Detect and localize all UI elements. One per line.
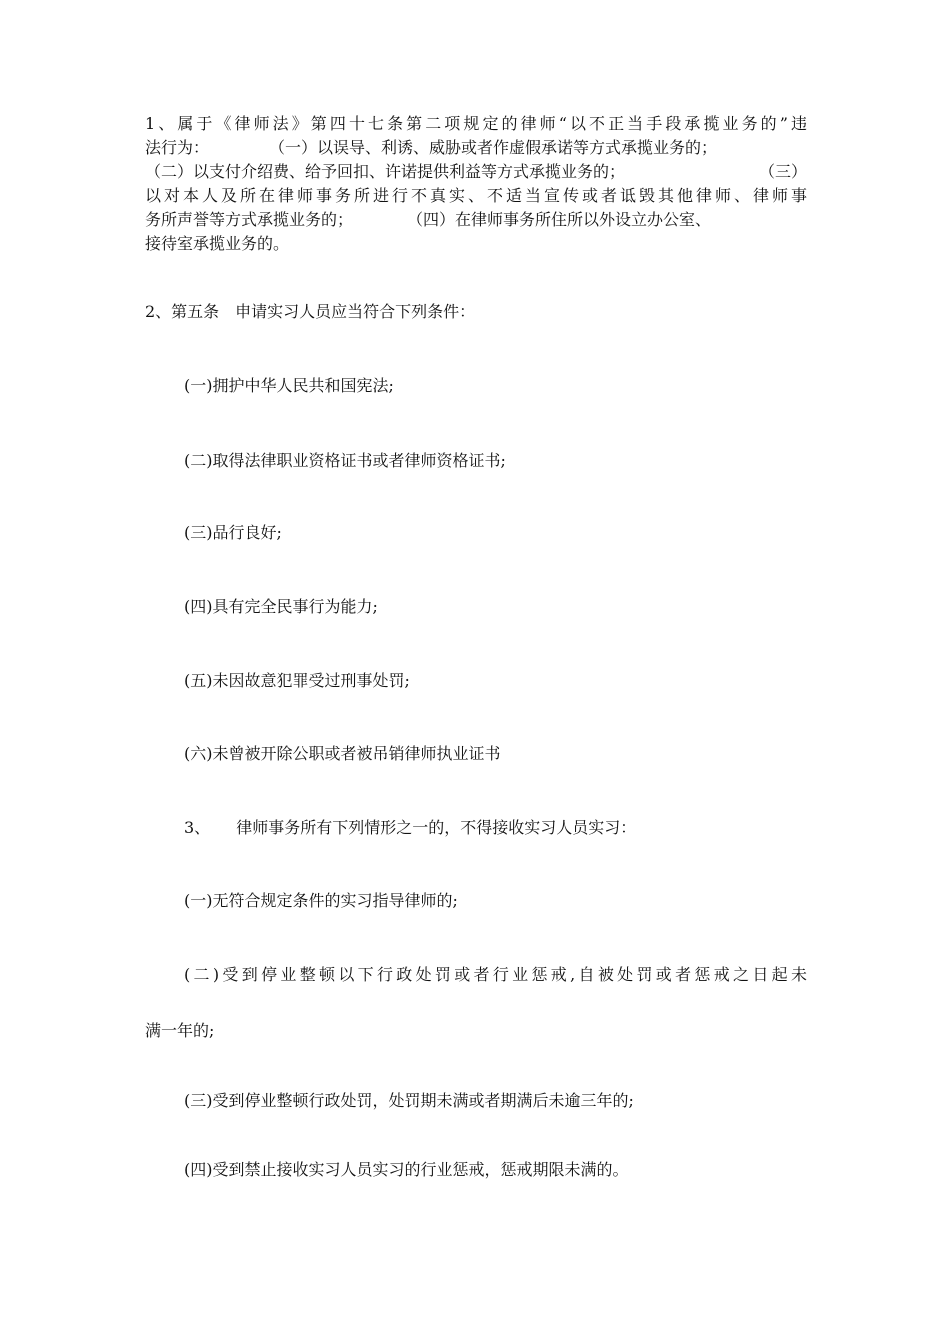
section1-line-4: 以对本人及所在律师事务所进行不真实、不适当宣传或者诋毁其他律师、律师事	[145, 186, 807, 205]
section2-item-2: (二)取得法律职业资格证书或者律师资格证书;	[184, 451, 506, 470]
section3-item-3: (三)受到停业整顿行政处罚，处罚期未满或者期满后未逾三年的;	[184, 1091, 634, 1110]
section3-heading-number: 3、	[184, 818, 211, 837]
section3-heading-text: 律师事务所有下列情形之一的，不得接收实习人员实习：	[236, 818, 637, 837]
section1-item-2: （二）以支付介绍费、给予回扣、许诺提供利益等方式承揽业务的；	[145, 162, 626, 181]
section3-item-2-line-2: 满一年的;	[145, 1021, 215, 1040]
section3-heading	[184, 816, 636, 840]
section2-item-4: (四)具有完全民事行为能力;	[184, 597, 378, 616]
section2-item-3: (三)品行良好;	[184, 523, 282, 542]
section3-item-2-line-1: (二)受到停业整顿以下行政处罚或者行业惩戒,自被处罚或者惩戒之日起未	[184, 965, 807, 984]
section3-item-1: (一)无符合规定条件的实习指导律师的;	[184, 891, 458, 910]
section1-item-4: （四）在律师事务所住所以外设立办公室、	[407, 210, 712, 229]
section2-item-5: (五)未因故意犯罪受过刑事处罚;	[184, 671, 410, 690]
section1-item-3-marker: （三）	[758, 162, 807, 181]
section1-line-2	[145, 136, 717, 160]
section2-item-1: (一)拥护中华人民共和国宪法;	[184, 376, 394, 395]
section1-line-3	[145, 160, 807, 184]
section1-line-2-start: 法行为：	[145, 138, 210, 157]
section1-line-5-start: 务所声誉等方式承揽业务的；	[145, 210, 354, 229]
section3-item-4: (四)受到禁止接收实习人员实习的行业惩戒，惩戒期限未满的。	[184, 1160, 629, 1179]
section1-item-1: （一）以误导、利诱、威胁或者作虚假承诺等方式承揽业务的；	[269, 138, 718, 157]
section1-line-5	[145, 208, 711, 232]
section1-line-6: 接待室承揽业务的。	[145, 234, 290, 253]
section2-item-6: (六)未曾被开除公职或者被吊销律师执业证书	[184, 744, 501, 763]
section1-line-1: 1、属于《律师法》第四十七条第二项规定的律师“以不正当手段承揽业务的”违	[145, 114, 807, 133]
section2-heading: 2、第五条 申请实习人员应当符合下列条件：	[145, 302, 476, 321]
